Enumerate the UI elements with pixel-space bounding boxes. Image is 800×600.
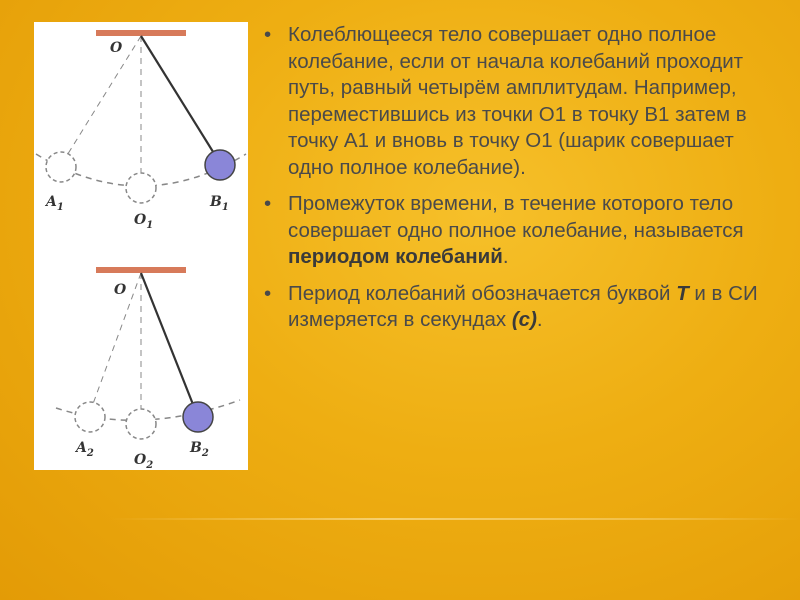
bullet-text-end: .: [536, 308, 543, 331]
label-b1: $B_1$: [210, 194, 229, 213]
top-pivot-label: O: [110, 40, 123, 56]
text-content: [262, 22, 782, 344]
period-symbol: Т: [676, 281, 689, 305]
bottom-pivot-label: O: [114, 282, 127, 298]
top-ball: [205, 150, 235, 180]
top-ball-a-ghost: [46, 152, 76, 182]
bullet-text: Колеблющееся тело совершает одно полное колебание, если от начала колебаний проходит путь, равный четырём амплитудам. Например, переместившись из точки О1 в точку В1 затем в точку А1 и вновь в точку О1 (шарик совершает одно полное колебание).: [288, 23, 747, 179]
bullet-marker: •: [264, 192, 272, 215]
pendulum-figure: [34, 22, 248, 470]
unit-symbol: (с): [511, 308, 537, 331]
bottom-ball-a-ghost: [75, 402, 105, 432]
top-beam: [96, 30, 186, 36]
label-a2: $A_2$: [76, 440, 94, 459]
label-o2: $O_2$: [134, 452, 154, 470]
bullet-text: Промежуток времени, в течение которого тело совершает одно полное колебание, называется: [288, 192, 744, 242]
pendulum-diagram: [34, 22, 248, 470]
bullet-marker: •: [264, 23, 272, 46]
bullet-text-middle: и в СИ измеряется в секундах: [288, 281, 758, 331]
bullet-marker: •: [264, 281, 272, 305]
label-o1: $O_1$: [134, 212, 154, 231]
bottom-ball: [183, 402, 213, 432]
bottom-thread: [141, 273, 196, 412]
bullet-bold-term: периодом колебаний: [288, 245, 503, 268]
bottom-ball-o-ghost: [126, 409, 156, 439]
label-b2: $B_2$: [190, 440, 209, 459]
bullet-text: Период колебаний обозначается буквой: [288, 281, 677, 305]
bullet-definition-period: [262, 191, 782, 271]
bottom-beam: [96, 267, 186, 273]
bullet-definition-full-oscillation: [262, 22, 782, 181]
bullet-period-notation: [262, 281, 782, 334]
top-thread: [141, 36, 220, 163]
top-pendulum: [36, 30, 246, 231]
top-dashed-string-a: [61, 36, 141, 165]
decorative-glow-line: [110, 518, 800, 520]
bullet-text-end: .: [502, 245, 509, 268]
top-ball-o-ghost: [126, 173, 156, 203]
label-a1: $A_1$: [46, 194, 64, 213]
bottom-pendulum: [56, 267, 240, 470]
